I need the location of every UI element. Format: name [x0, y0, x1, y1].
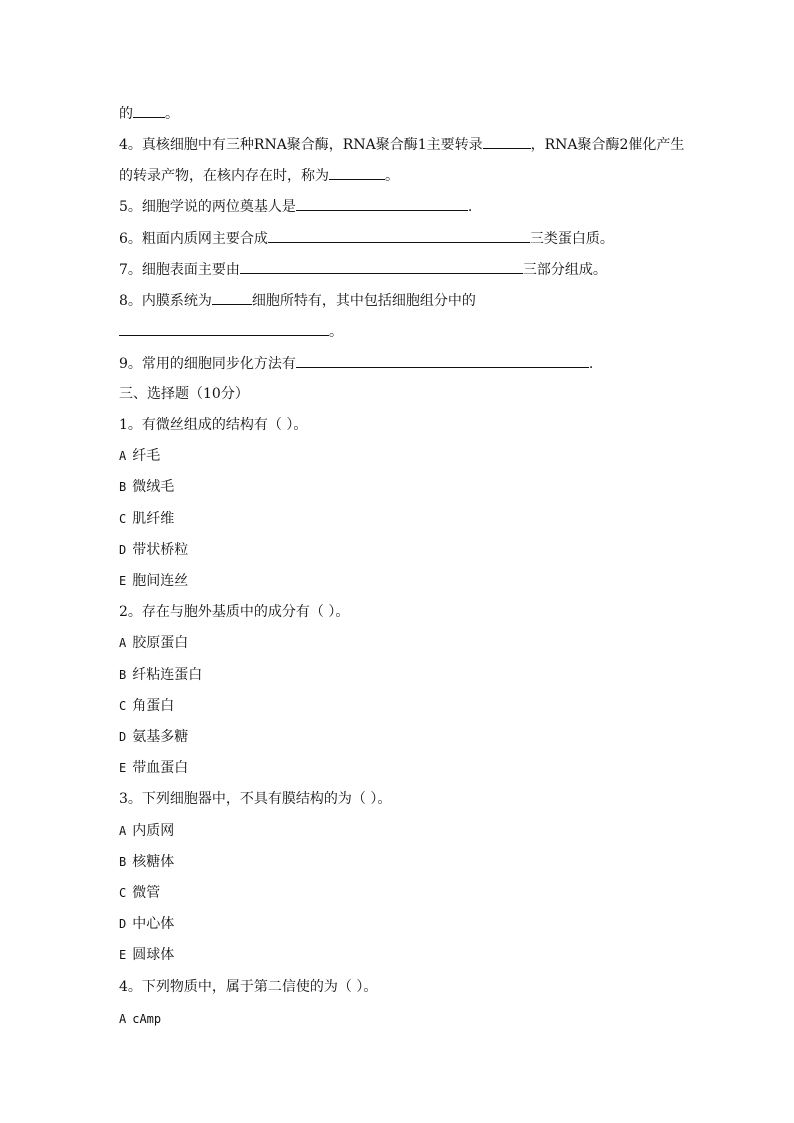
mcq-3-option-e: E 圆球体 [119, 947, 175, 963]
question-8-continuation: 。 [119, 322, 343, 341]
mcq-2-option-d: D 氨基多糖 [119, 729, 189, 745]
mcq-2-stem: 2。存在与胞外基质中的成分有（ ）。 [119, 604, 350, 620]
question-6-fill-blank: 6。粗面内质网主要合成 三类蛋白质。 [119, 231, 614, 247]
answer-blank [296, 197, 468, 211]
fill-blank-line: 的 。 [119, 106, 179, 122]
mcq-1-option-b: B 微绒毛 [119, 479, 175, 495]
question-7-fill-blank: 7。细胞表面主要由 三部分组成。 [119, 262, 607, 278]
mcq-3-option-c: C 微管 [119, 885, 161, 901]
mcq-1-option-e: E 胞间连丝 [119, 573, 189, 589]
answer-blank [329, 166, 385, 180]
mcq-1-option-a: A 纤毛 [119, 448, 161, 464]
question-4-fill-blank: 4。真核细胞中有三种RNA聚合酶，RNA聚合酶1主要转录 ，RNA聚合酶2催化产生 [119, 137, 685, 153]
answer-blank [133, 104, 165, 118]
mcq-1-stem: 1。有微丝组成的结构有（ ）。 [119, 417, 308, 433]
answer-blank [483, 135, 531, 149]
mcq-1-option-d: D 带状桥粒 [119, 542, 189, 558]
mcq-2-option-e: E 带血蛋白 [119, 760, 189, 776]
question-8-fill-blank: 8。内膜系统为 细胞所特有，其中包括细胞组分中的 [119, 293, 476, 309]
question-9-fill-blank: 9。常用的细胞同步化方法有 . [119, 356, 594, 372]
mcq-3-option-b: B 核糖体 [119, 854, 175, 870]
question-5-fill-blank: 5。细胞学说的两位奠基人是 . [119, 199, 473, 215]
section-heading: 三、选择题（10分） [119, 386, 249, 402]
mcq-4-stem: 4。下列物质中，属于第二信使的为（ ）。 [119, 979, 378, 995]
answer-blank [240, 260, 523, 274]
mcq-3-stem: 3。下列细胞器中，不具有膜结构的为（ ）。 [119, 791, 392, 807]
mcq-2-option-a: A 胶原蛋白 [119, 635, 189, 651]
mcq-2-option-b: B 纤粘连蛋白 [119, 667, 203, 683]
answer-blank [296, 354, 589, 368]
mcq-2-option-c: C 角蛋白 [119, 698, 175, 714]
question-4-continuation: 的转录产物，在核内存在时，称为 。 [119, 168, 399, 184]
mcq-3-option-d: D 中心体 [119, 916, 175, 932]
mcq-4-option-a: A cAmp [119, 1012, 162, 1026]
answer-blank [268, 229, 530, 243]
mcq-3-option-a: A 内质网 [119, 823, 175, 839]
answer-blank [212, 291, 252, 305]
mcq-1-option-c: C 肌纤维 [119, 511, 175, 527]
answer-blank [119, 322, 329, 336]
